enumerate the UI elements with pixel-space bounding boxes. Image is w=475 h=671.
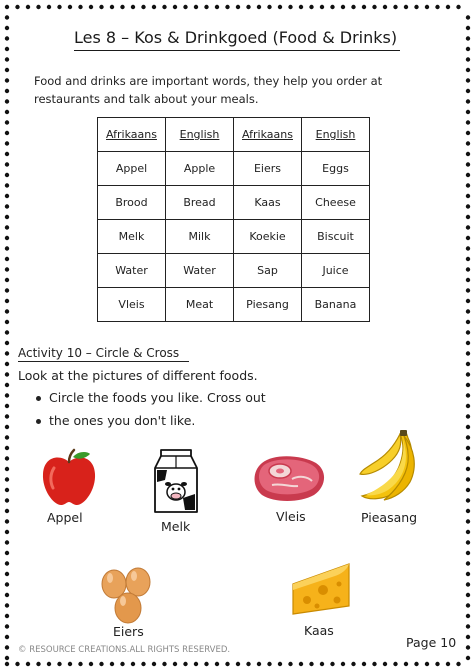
border-dot xyxy=(5,246,9,250)
border-dot xyxy=(78,662,82,666)
border-dot xyxy=(5,645,9,649)
border-dot xyxy=(456,5,460,9)
border-dot xyxy=(5,78,9,82)
page-number: Page 10 xyxy=(406,635,457,650)
border-dot xyxy=(5,656,9,660)
table-cell: Brood xyxy=(98,186,166,220)
table-cell: Water xyxy=(98,254,166,288)
table-cell: Vleis xyxy=(98,288,166,322)
border-dot xyxy=(215,5,219,9)
border-dot xyxy=(383,662,387,666)
table-cell: Kaas xyxy=(234,186,302,220)
border-dot xyxy=(466,572,470,576)
border-dot xyxy=(435,5,439,9)
border-dot xyxy=(466,362,470,366)
border-dot xyxy=(466,383,470,387)
border-dot xyxy=(5,551,9,555)
border-dot xyxy=(5,15,9,19)
border-dot xyxy=(5,173,9,177)
food-label-appel: Appel xyxy=(47,510,83,525)
border-dot xyxy=(5,351,9,355)
border-dot xyxy=(466,446,470,450)
border-dot xyxy=(257,662,261,666)
bullet-dot xyxy=(36,396,41,401)
border-dot xyxy=(466,456,470,460)
table-cell: Eggs xyxy=(302,152,370,186)
border-dot xyxy=(5,593,9,597)
border-dot xyxy=(36,5,40,9)
table-header-cell: English xyxy=(302,118,370,152)
border-dot xyxy=(372,662,376,666)
border-dot xyxy=(236,662,240,666)
border-dot xyxy=(466,236,470,240)
border-dot xyxy=(466,488,470,492)
bullet-text: the ones you don't like. xyxy=(49,413,196,428)
border-dot xyxy=(466,635,470,639)
table-cell: Bread xyxy=(166,186,234,220)
border-dot xyxy=(393,662,397,666)
apple-icon[interactable] xyxy=(40,448,98,508)
border-dot xyxy=(466,404,470,408)
table-header-row xyxy=(98,118,370,152)
border-dot xyxy=(466,267,470,271)
border-dot xyxy=(466,330,470,334)
border-dot xyxy=(466,477,470,481)
border-dot xyxy=(5,152,9,156)
border-dot xyxy=(466,246,470,250)
border-dot xyxy=(466,425,470,429)
border-dot xyxy=(246,662,250,666)
border-dot xyxy=(466,257,470,261)
border-dot xyxy=(194,5,198,9)
border-dot xyxy=(110,662,114,666)
border-dot xyxy=(383,5,387,9)
border-dot xyxy=(466,278,470,282)
border-dot xyxy=(5,561,9,565)
border-dot xyxy=(466,204,470,208)
table-cell: Koekie xyxy=(234,220,302,254)
border-dot xyxy=(5,47,9,51)
page-title: Les 8 – Kos & Drinkgoed (Food & Drinks) xyxy=(74,28,398,47)
border-dot xyxy=(15,662,19,666)
border-dot xyxy=(26,5,30,9)
border-dot xyxy=(341,5,345,9)
border-dot xyxy=(435,662,439,666)
border-dot xyxy=(288,5,292,9)
border-dot xyxy=(466,162,470,166)
border-dot xyxy=(5,341,9,345)
table-cell: Appel xyxy=(98,152,166,186)
border-dot xyxy=(278,662,282,666)
border-dot xyxy=(466,614,470,618)
table-row xyxy=(98,186,370,220)
banana-icon[interactable] xyxy=(358,430,420,502)
border-dot xyxy=(162,662,166,666)
bullet-dot xyxy=(36,419,41,424)
border-dot xyxy=(466,215,470,219)
border-dot xyxy=(466,435,470,439)
table-header-cell: Afrikaans xyxy=(98,118,166,152)
vocabulary-table xyxy=(97,117,370,322)
border-dot xyxy=(5,183,9,187)
table-cell: Eiers xyxy=(234,152,302,186)
border-dot xyxy=(57,662,61,666)
border-dot xyxy=(330,5,334,9)
border-dot xyxy=(5,267,9,271)
border-dot xyxy=(351,662,355,666)
border-dot xyxy=(330,662,334,666)
border-dot xyxy=(5,5,9,9)
border-dot xyxy=(362,662,366,666)
border-dot xyxy=(47,5,51,9)
border-dot xyxy=(466,498,470,502)
border-dot xyxy=(466,110,470,114)
border-dot xyxy=(5,236,9,240)
border-dot xyxy=(89,662,93,666)
border-dot xyxy=(194,662,198,666)
food-label-vleis: Vleis xyxy=(276,509,306,524)
border-dot xyxy=(466,47,470,51)
copyright-footer: © RESOURCE CREATIONS.ALL RIGHTS RESERVED. xyxy=(18,645,231,655)
border-dot xyxy=(5,467,9,471)
border-dot xyxy=(5,278,9,282)
border-dot xyxy=(299,662,303,666)
border-dot xyxy=(5,36,9,40)
border-dot xyxy=(5,404,9,408)
border-dot xyxy=(5,435,9,439)
border-dot xyxy=(5,141,9,145)
food-label-melk: Melk xyxy=(161,519,191,534)
table-cell: Juice xyxy=(302,254,370,288)
title-underline xyxy=(74,50,400,51)
eggs-icon[interactable] xyxy=(96,566,158,626)
border-dot xyxy=(5,383,9,387)
border-dot xyxy=(466,372,470,376)
border-dot xyxy=(362,5,366,9)
border-dot xyxy=(466,99,470,103)
border-dot xyxy=(215,662,219,666)
border-dot xyxy=(466,656,470,660)
table-row xyxy=(98,220,370,254)
border-dot xyxy=(466,68,470,72)
border-dot xyxy=(466,131,470,135)
border-dot xyxy=(466,288,470,292)
border-dot xyxy=(5,120,9,124)
border-dot xyxy=(131,5,135,9)
border-dot xyxy=(267,5,271,9)
table-cell: Sap xyxy=(234,254,302,288)
border-dot xyxy=(466,624,470,628)
border-dot xyxy=(5,320,9,324)
table-cell: Biscuit xyxy=(302,220,370,254)
border-dot xyxy=(5,68,9,72)
border-dot xyxy=(162,5,166,9)
border-dot xyxy=(309,5,313,9)
border-dot xyxy=(341,662,345,666)
border-dot xyxy=(466,309,470,313)
border-dot xyxy=(404,5,408,9)
border-dot xyxy=(320,662,324,666)
border-dot xyxy=(393,5,397,9)
border-dot xyxy=(5,99,9,103)
border-dot xyxy=(120,5,124,9)
table-row xyxy=(98,254,370,288)
border-dot xyxy=(5,519,9,523)
border-dot xyxy=(5,26,9,30)
border-dot xyxy=(456,662,460,666)
border-dot xyxy=(466,183,470,187)
border-dot xyxy=(246,5,250,9)
table-cell: Cheese xyxy=(302,186,370,220)
border-dot xyxy=(120,662,124,666)
border-dot xyxy=(5,414,9,418)
border-dot xyxy=(68,5,72,9)
border-dot xyxy=(5,603,9,607)
border-dot xyxy=(446,5,450,9)
border-dot xyxy=(414,662,418,666)
border-dot xyxy=(466,393,470,397)
cheese-icon[interactable] xyxy=(289,560,353,616)
border-dot xyxy=(5,362,9,366)
border-dot xyxy=(5,477,9,481)
border-dot xyxy=(5,309,9,313)
border-dot xyxy=(466,593,470,597)
border-dot xyxy=(131,662,135,666)
border-dot xyxy=(99,662,103,666)
border-dot xyxy=(173,5,177,9)
border-dot xyxy=(152,5,156,9)
border-dot xyxy=(5,89,9,93)
border-dot xyxy=(57,5,61,9)
border-dot xyxy=(5,662,9,666)
border-dot xyxy=(425,5,429,9)
border-dot xyxy=(225,662,229,666)
activity-bullet xyxy=(36,413,195,428)
table-cell: Meat xyxy=(166,288,234,322)
border-dot xyxy=(5,57,9,61)
border-dot xyxy=(466,152,470,156)
border-dot xyxy=(5,194,9,198)
border-dot xyxy=(466,89,470,93)
border-dot xyxy=(414,5,418,9)
border-dot xyxy=(466,551,470,555)
border-dot xyxy=(466,467,470,471)
border-dot xyxy=(204,662,208,666)
border-dot xyxy=(225,5,229,9)
table-row xyxy=(98,152,370,186)
border-dot xyxy=(5,572,9,576)
border-dot xyxy=(466,120,470,124)
border-dot xyxy=(466,603,470,607)
border-dot xyxy=(404,662,408,666)
border-dot xyxy=(89,5,93,9)
border-dot xyxy=(466,414,470,418)
border-dot xyxy=(309,662,313,666)
table-header-cell: English xyxy=(166,118,234,152)
steak-icon[interactable] xyxy=(252,453,328,503)
border-dot xyxy=(5,215,9,219)
border-dot xyxy=(5,509,9,513)
activity-title-underline xyxy=(18,361,189,362)
border-dot xyxy=(36,662,40,666)
activity-title: Activity 10 – Circle & Cross xyxy=(18,346,180,360)
border-dot xyxy=(278,5,282,9)
border-dot xyxy=(68,662,72,666)
border-dot xyxy=(173,662,177,666)
border-dot xyxy=(446,662,450,666)
table-cell: Water xyxy=(166,254,234,288)
border-dot xyxy=(466,540,470,544)
border-dot xyxy=(466,530,470,534)
border-dot xyxy=(15,5,19,9)
border-dot xyxy=(299,5,303,9)
border-dot xyxy=(267,662,271,666)
border-dot xyxy=(5,498,9,502)
border-dot xyxy=(152,662,156,666)
border-dot xyxy=(466,645,470,649)
border-dot xyxy=(466,299,470,303)
intro-text: Food and drinks are important words, they help you order at restaurants and talk about your meals. xyxy=(34,74,383,106)
bullet-text: Circle the foods you like. Cross out xyxy=(49,390,266,405)
border-dot xyxy=(5,372,9,376)
table-row xyxy=(98,288,370,322)
border-dot xyxy=(466,225,470,229)
border-dot xyxy=(5,488,9,492)
border-dot xyxy=(110,5,114,9)
food-label-pieasang: Pieasang xyxy=(361,510,418,525)
border-dot xyxy=(372,5,376,9)
border-dot xyxy=(5,225,9,229)
border-dot xyxy=(5,204,9,208)
table-header-cell: Afrikaans xyxy=(234,118,302,152)
border-dot xyxy=(5,614,9,618)
border-dot xyxy=(466,15,470,19)
border-dot xyxy=(5,288,9,292)
border-dot xyxy=(5,131,9,135)
border-dot xyxy=(5,582,9,586)
border-dot xyxy=(5,456,9,460)
border-dot xyxy=(320,5,324,9)
table-cell: Melk xyxy=(98,220,166,254)
border-dot xyxy=(141,5,145,9)
border-dot xyxy=(466,78,470,82)
border-dot xyxy=(5,446,9,450)
border-dot xyxy=(5,110,9,114)
table-cell: Apple xyxy=(166,152,234,186)
border-dot xyxy=(351,5,355,9)
border-dot xyxy=(236,5,240,9)
table-cell: Milk xyxy=(166,220,234,254)
food-label-kaas: Kaas xyxy=(304,623,334,638)
border-dot xyxy=(466,509,470,513)
activity-bullet xyxy=(36,390,266,405)
border-dot xyxy=(466,36,470,40)
border-dot xyxy=(466,351,470,355)
border-dot xyxy=(466,582,470,586)
border-dot xyxy=(466,194,470,198)
border-dot xyxy=(466,141,470,145)
table-cell: Banana xyxy=(302,288,370,322)
border-dot xyxy=(5,393,9,397)
border-dot xyxy=(5,257,9,261)
table-cell: Piesang xyxy=(234,288,302,322)
border-dot xyxy=(466,561,470,565)
border-dot xyxy=(204,5,208,9)
activity-description: Look at the pictures of different foods. xyxy=(18,368,258,383)
border-dot xyxy=(99,5,103,9)
border-dot xyxy=(5,624,9,628)
border-dot xyxy=(288,662,292,666)
border-dot xyxy=(78,5,82,9)
border-dot xyxy=(5,425,9,429)
border-dot xyxy=(5,162,9,166)
border-dot xyxy=(257,5,261,9)
border-dot xyxy=(141,662,145,666)
border-dot xyxy=(5,540,9,544)
border-dot xyxy=(183,5,187,9)
border-dot xyxy=(5,299,9,303)
border-dot xyxy=(466,173,470,177)
border-dot xyxy=(466,26,470,30)
border-dot xyxy=(466,519,470,523)
border-dot xyxy=(183,662,187,666)
border-dot xyxy=(5,635,9,639)
milk-carton-icon[interactable] xyxy=(153,446,199,514)
border-dot xyxy=(47,662,51,666)
border-dot xyxy=(425,662,429,666)
border-dot xyxy=(26,662,30,666)
border-dot xyxy=(466,57,470,61)
border-dot xyxy=(5,530,9,534)
border-dot xyxy=(466,320,470,324)
food-label-eiers: Eiers xyxy=(113,624,144,639)
border-dot xyxy=(466,341,470,345)
border-dot xyxy=(5,330,9,334)
